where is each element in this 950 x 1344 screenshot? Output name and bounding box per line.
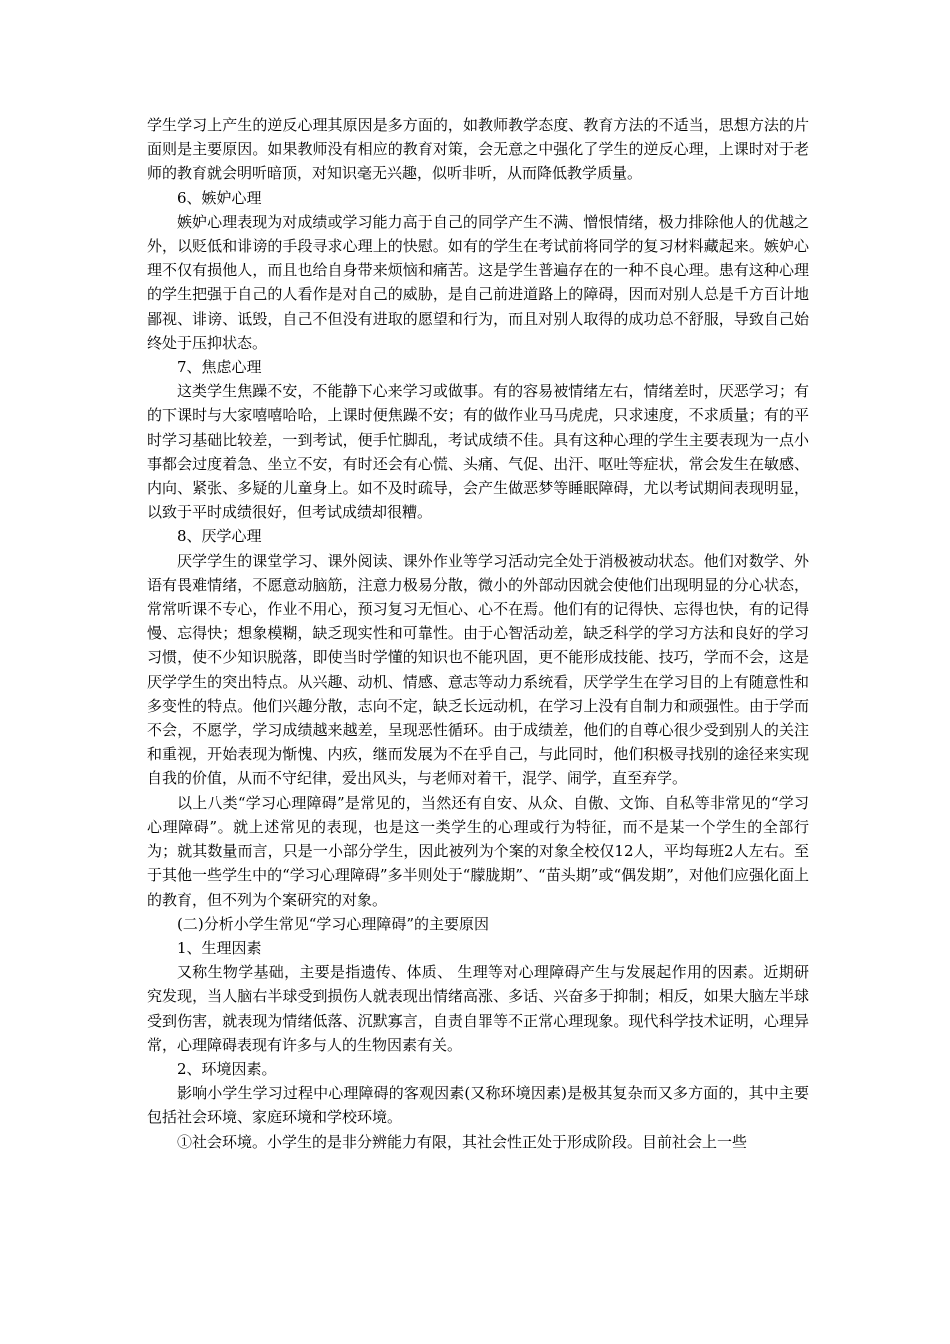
section-heading-school-aversion: 8、厌学心理: [177, 527, 262, 546]
paragraph-school-aversion: 厌学学生的课堂学习、课外阅读、课外作业等学习活动完全处于消极被动状态。他们对数学、外语有畏难情绪，不愿意动脑筋，注意力极易分散，微小的外部动因就会使他们出现明显的分心状态，常常听课不专心，作业不用心，预习复习无恒心、心不在焉。他们有的记得快、忘得也快，有的记得慢、忘得快；想象模糊，缺乏现实性和可靠性。由于心智活动差，缺乏科学的学习方法和良好的学习习惯，使不少知识脱落，即使当时学懂的知识也不能巩固，更不能形成技能、技巧，学而不会，这是厌学学生的突出特点。从兴趣、动机、情感、意志等动力系统看，厌学学生在学习目的上有随意性和多变性的特点。他们兴趣分散，志向不定，缺乏长远动机，在学习上没有自制力和顽强性。由于学而不会，不愿学，学习成绩越来越差，呈现恶性循环。由于成绩差，他们的自尊心很少受到别人的关注和重视，开始表现为惭愧、内疚，继而发展为不在乎自己，与此同时，他们积极寻找别的途径来实现自我的价值，从而不守纪律，爱出风头，与老师对着干，混学、闹学，直至弃学。: [147, 551, 809, 788]
paragraph-anxiety: 这类学生焦躁不安，不能静下心来学习或做事。有的容易被情绪左右，情绪差时，厌恶学习；有的下课时与大家嘻嘻哈哈，上课时便焦躁不安；有的做作业马马虎虎，只求速度，不求质量；有的平时学习基础比较差，一到考试，便手忙脚乱，考试成绩不佳。具有这种心理的学生主要表现为一点小事都会过度着急、坐立不安，有时还会有心慌、头痛、气促、出汗、呕吐等症状，常会发生在敏感、内向、紧张、多疑的儿童身上。如不及时疏导，会产生做恶梦等睡眠障碍，尤以考试期间表现明显，以致于平时成绩很好，但考试成绩却很糟。: [147, 382, 809, 522]
paragraph-environmental: 影响小学生学习过程中心理障碍的客观因素(又称环境因素)是极其复杂而又多方面的，其中主要包括社会环境、家庭环境和学校环境。: [147, 1084, 809, 1127]
paragraph-jealousy: 嫉妒心理表现为对成绩或学习能力高于自己的同学产生不满、憎恨情绪，极力排除他人的优越之外，以贬低和诽谤的手段寻求心理上的快慰。如有的学生在考试前将同学的复习材料藏起来。嫉妒心理不仅有损他人，而且也给自身带来烦恼和痛苦。这是学生普遍存在的一种不良心理。患有这种心理的学生把强于自己的人看作是对自己的威胁，是自己前进道路上的障碍，因而对别人总是千方百计地鄙视、诽谤、诋毁，自己不但没有进取的愿望和行为，而且对别人取得的成功总不舒服，导致自己始终处于压抑状态。: [147, 212, 809, 352]
section-heading-jealousy: 6、嫉妒心理: [177, 188, 262, 207]
paragraph-summary: 以上八类“学习心理障碍”是常见的，当然还有自安、从众、自傲、文饰、自私等非常见的“学习心理障碍”。就上述常见的表现，也是这一类学生的心理或行为特征，而不是某一个学生的全部行为；就其数量而言，只是一小部分学生，因此被列为个案的对象全校仅12人，平均每班2人左右。至于其他一些学生中的“学习心理障碍”多半则处于“朦胧期”、“苗头期”或“偶发期”，对他们应强化面上的教育，但不列为个案研究的对象。: [147, 793, 809, 909]
section-heading-physiological: 1、生理因素: [177, 938, 262, 957]
section-heading-causes: (二)分析小学生常见“学习心理障碍”的主要原因: [177, 914, 490, 933]
paragraph-physiological: 又称生物学基础，主要是指遗传、体质、 生理等对心理障碍产生与发展起作用的因素。近期研究发现，当人脑右半球受到损伤人就表现出情绪高涨、多话、兴奋多于抑制；相反，如果大脑左半球受到伤害，就表现为情绪低落、沉默寡言，自责自罪等不正常心理现象。现代科学技术证明，心理异常，心理障碍表现有许多与人的生物因素有关。: [147, 963, 809, 1054]
paragraph-social-environment: ①社会环境。小学生的是非分辨能力有限，其社会性正处于形成阶段。目前社会上一些: [177, 1132, 748, 1151]
paragraph-continued: 学生学习上产生的逆反心理其原因是多方面的，如教师教学态度、教育方法的不适当，思想方法的片面则是主要原因。如果教师没有相应的教育对策，会无意之中强化了学生的逆反心理，上课时对于老师的教育就会明听暗顶，对知识毫无兴趣，似听非听，从而降低教学质量。: [147, 116, 809, 183]
document-body: [147, 113, 809, 1154]
section-heading-environmental: 2、环境因素。: [177, 1059, 277, 1078]
section-heading-anxiety: 7、焦虑心理: [177, 358, 262, 377]
